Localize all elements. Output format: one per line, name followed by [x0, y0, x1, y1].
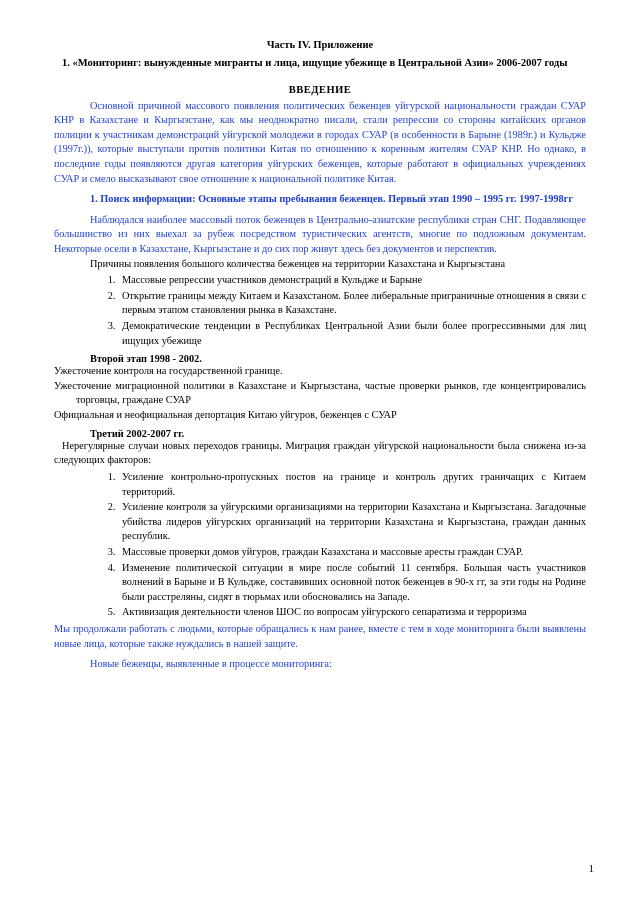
- intro-heading: ВВЕДЕНИЕ: [288, 84, 352, 96]
- list-item: 1. Усиление контрольно-пропускных постов на границе и контроль других граничащих с Китаем территорий.: [118, 471, 586, 500]
- list-item: 1. Массовые репрессии участников демонстраций в Кульдже и Барыне: [118, 274, 586, 289]
- title-line-2: 1. «Мониторинг: вынужденные мигранты и лица, ищущие убежище в Центральной Азии» 2006-2007 годы: [62, 57, 568, 69]
- stage3-list: [54, 471, 586, 621]
- stage2-line-3: Официальная и неофициальная депортация Китаю уйгуров, беженцев с СУАР: [54, 410, 397, 422]
- stage3-paragraph: Нерегулярные случаи новых переходов границы. Миграция граждан уйгурской национальности была снижена из-за следующих факторов:: [54, 440, 586, 467]
- document-title: [54, 38, 586, 72]
- list-item: 5. Активизация деятельности членов ШОС по вопросам уйгурского сепаратизма и терроризма: [118, 606, 586, 621]
- stage2-line-2: Ужесточение миграционной политики в Казахстане и Кыргызстана, частые проверки рынков, где концентрировались торговцы, граждане СУАР: [54, 380, 586, 407]
- section1-paragraph: Наблюдался наиболее массовый поток беженцев в Центрально-азиатские республики стран СНГ. Подавляющее большинство из них выехал за рубеж посредством туристических агентств, многие по подложным документам. Некоторые осели в Казахстане, Кыргызстане и до сих пор живут здесь без документов и перспектив.: [54, 214, 586, 255]
- section1-heading: 1. Поиск информации: Основные этапы пребывания беженцев. Первый этап 1990 – 1995 гг. 1997-1998гг: [90, 194, 574, 206]
- list-item: 2. Усиление контроля за уйгурскими организациями на территории Казахстана и Кыргызстана. Загадочные убийства лидеров уйгурских организаций на территории Казахстана и Кыргызстана, граждан данных республик.: [118, 501, 586, 545]
- stage3-heading: Третий 2002-2007 гг.: [90, 428, 185, 440]
- list-item: 3. Демократические тенденции в Республиках Центральной Азии были более прогрессивными для лиц ищущих убежище: [118, 320, 586, 349]
- list-item: 2. Открытие границы между Китаем и Казахстаном. Более либеральные приграничные отношения в связи с первым этапом становления рынка в Казахстане.: [118, 290, 586, 319]
- intro-paragraph: Основной причиной массового появления политических беженцев уйгурской национальности граждан СУАР КНР в Казахстане и Кыргызстане, как мы неоднократно писали, стали репрессии со стороны китайских органов полиции к участникам демонстраций уйгурской молодежи в городах СУАР (в особенности в Барыне (1989г.) и Кульдже (1997г.)), которые выступали против политики Китая по отношению к коренным жителям СУАР КНР. Но однако, в последние годы появляются другая категория уйгурских беженцев, которые работают в официальных учреждениях СУАР и смело высказывают свое отношение к национальной политике Китая.: [54, 100, 586, 185]
- causes-intro: Причины появления большого количества беженцев на территории Казахстана и Кыргызстана: [90, 258, 506, 270]
- title-line-1: Часть IV. Приложение: [266, 40, 374, 51]
- page-number: 1: [588, 863, 594, 875]
- list-item: 3. Массовые проверки домов уйгуров, граждан Казахстана и массовые аресты граждан СУАР.: [118, 546, 586, 561]
- stage2-heading: Второй этап 1998 - 2002.: [90, 354, 202, 366]
- list-item: 4. Изменение политической ситуации в мире после событий 11 сентября. Большая часть участников волнений в Барыне и В Кульдже, составивших основной поток беженцев в 90-х гг, за эти годы на Родине были расстреляны, сидят в тюрьмах или обосновались на Западе.: [118, 562, 586, 606]
- closing-line: Новые беженцы, выявленные в процессе мониторинга:: [90, 659, 332, 671]
- stage2-line-1: Ужесточение контроля на государственной границе.: [54, 366, 283, 378]
- causes-list: [54, 274, 586, 349]
- closing-paragraph: Мы продолжали работать с людьми, которые обращались к нам ранее, вместе с тем в ходе мониторинга были выявлены новые лица, которые также нуждались в нашей защите.: [54, 624, 586, 650]
